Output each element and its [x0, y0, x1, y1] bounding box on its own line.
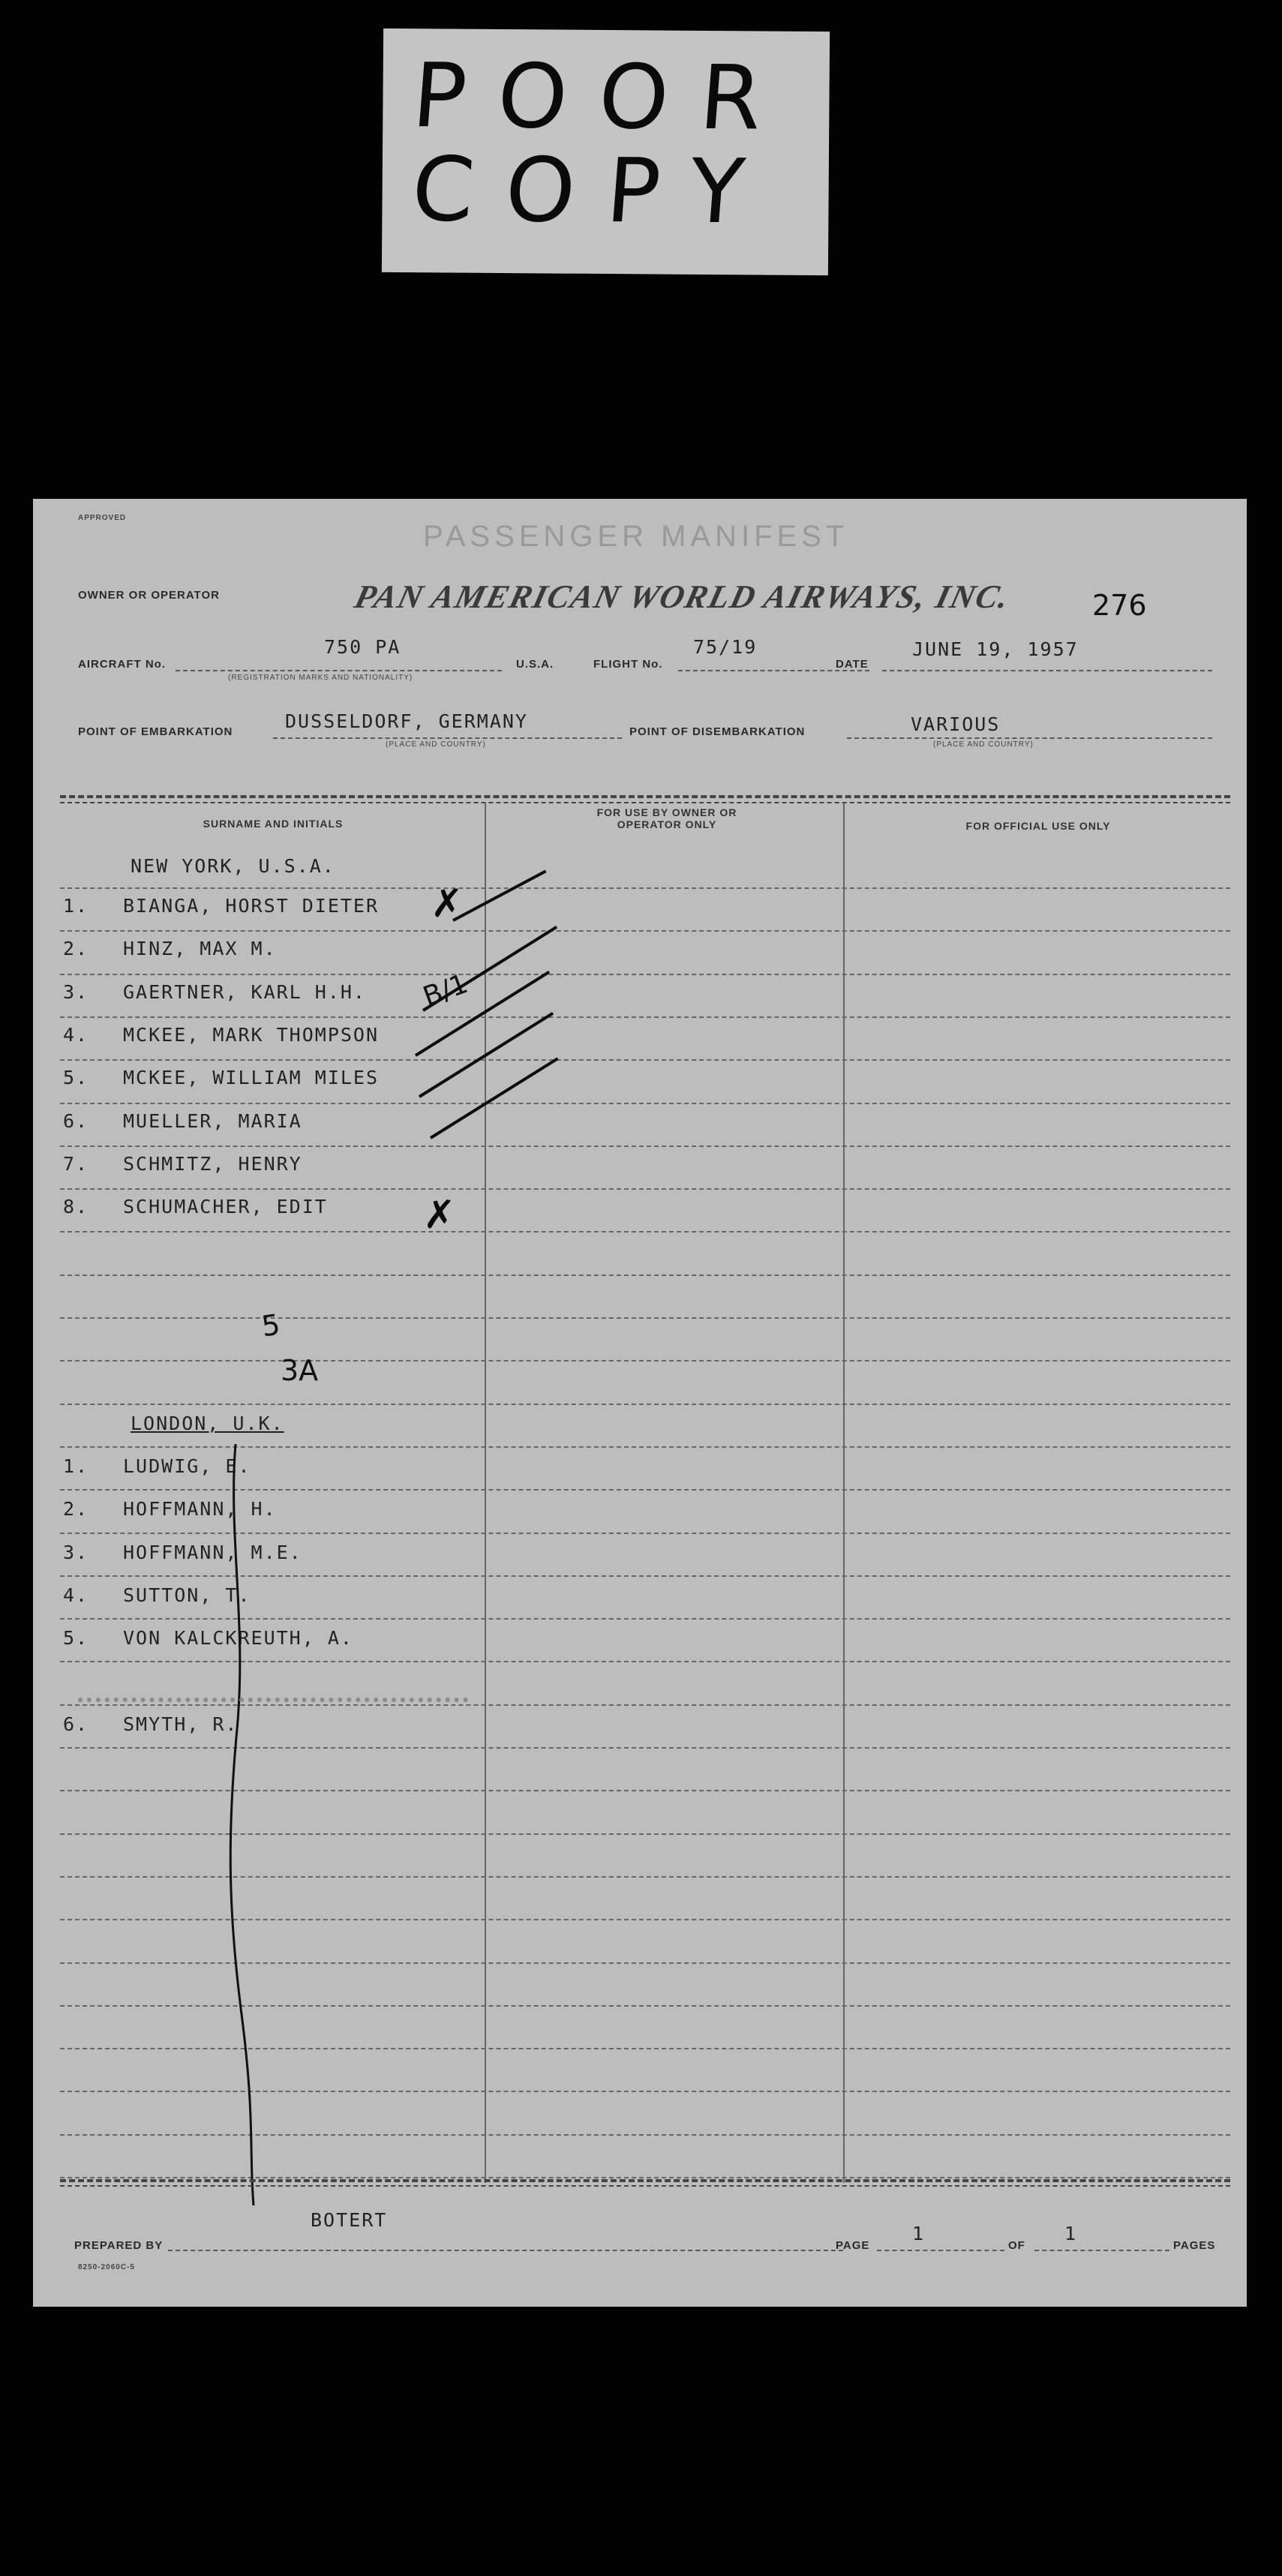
handwritten-initials: B/1: [419, 968, 472, 1013]
column-official-use: FOR OFFICIAL USE ONLY: [965, 820, 1111, 832]
passenger-name: MCKEE, MARK THOMPSON: [123, 1023, 380, 1046]
passenger-name: VON KALCKREUTH, A.: [123, 1627, 353, 1650]
page-label: PAGE: [836, 2239, 870, 2252]
row-rule: [60, 1404, 1230, 1405]
passenger-number: 2.: [63, 938, 89, 960]
column-owner-use: FOR USE BY OWNER OR OPERATOR ONLY: [596, 806, 737, 830]
tick-stroke: [452, 870, 546, 922]
passenger-number: 6.: [63, 1713, 89, 1735]
passenger-name: HOFFMANN, M.E.: [123, 1541, 302, 1563]
passenger-name: HOFFMANN, H.: [123, 1498, 277, 1521]
handwritten-line: [221, 1444, 281, 2209]
poor-copy-line1: POOR: [409, 44, 797, 150]
group-destination-london: LONDON, U.K.: [131, 1413, 284, 1434]
passenger-name: SCHUMACHER, EDIT: [123, 1196, 328, 1218]
passenger-number: 6.: [63, 1109, 89, 1132]
owner-label: OWNER OR OPERATOR: [78, 589, 220, 602]
passenger-name: LUDWIG, E.: [123, 1455, 251, 1477]
flight-value: 75/19: [693, 636, 758, 658]
x-mark-icon: ✗: [431, 881, 464, 926]
document-title: PASSENGER MANIFEST: [423, 520, 849, 553]
row-rule: [60, 1016, 1230, 1018]
place-note-2: (PLACE AND COUNTRY): [933, 740, 1034, 749]
place-note: (PLACE AND COUNTRY): [386, 740, 486, 749]
row-rule: [60, 930, 1230, 932]
row-rule: [60, 974, 1230, 975]
group-destination-newyork: NEW YORK, U.S.A.: [131, 855, 335, 877]
passenger-number: 3.: [63, 980, 89, 1003]
passenger-name: SCHMITZ, HENRY: [123, 1152, 302, 1175]
registration-note: (REGISTRATION MARKS AND NATIONALITY): [228, 674, 413, 682]
embarkation-value: DUSSELDORF, GERMANY: [285, 710, 528, 732]
pages-label: PAGES: [1173, 2239, 1216, 2252]
prepared-by-label: PREPARED BY: [74, 2239, 164, 2252]
row-rule: [60, 887, 1230, 889]
passenger-number: 7.: [63, 1152, 89, 1175]
page-number: 276: [1092, 589, 1147, 622]
passenger-name: MCKEE, WILLIAM MILES: [123, 1067, 380, 1089]
row-rule: [60, 1059, 1230, 1061]
aircraft-label: AIRCRAFT No.: [78, 658, 166, 671]
handwritten-count-1: 5: [260, 1308, 283, 1344]
poor-copy-line2: COPY: [408, 137, 779, 244]
prepared-by-value: BOTERT: [311, 2209, 388, 2231]
row-rule: [60, 1360, 1230, 1362]
tick-stroke: [422, 926, 557, 1012]
row-rule: [60, 1317, 1230, 1319]
pages-value: 1: [1064, 2223, 1078, 2244]
tick-stroke: [430, 1057, 559, 1139]
column-surname: SURNAME AND INITIALS: [203, 818, 344, 830]
passenger-number: 2.: [63, 1498, 89, 1521]
poor-copy-label: [382, 29, 830, 275]
passenger-number: 4.: [63, 1584, 89, 1606]
page-value: 1: [912, 2223, 926, 2244]
row-rule: [60, 1103, 1230, 1104]
passenger-number: 5.: [63, 1627, 89, 1650]
passenger-number: 1.: [63, 1455, 89, 1477]
passenger-number: 8.: [63, 1196, 89, 1218]
date-label: DATE: [836, 658, 869, 671]
usa-label: U.S.A.: [516, 658, 554, 671]
disembarkation-label: POINT OF DISEMBARKATION: [629, 725, 806, 738]
passenger-name: GAERTNER, KARL H.H.: [123, 980, 366, 1003]
x-mark-icon: ✗: [423, 1193, 456, 1238]
passenger-name: MUELLER, MARIA: [123, 1109, 302, 1132]
passenger-name: HINZ, MAX M.: [123, 938, 277, 960]
passenger-name: SUTTON, T.: [123, 1584, 251, 1606]
embarkation-label: POINT OF EMBARKATION: [78, 725, 233, 738]
passenger-number: 1.: [63, 895, 89, 917]
row-rule: [60, 1188, 1230, 1190]
of-label: OF: [1008, 2239, 1025, 2252]
flight-label: FLIGHT No.: [593, 658, 663, 671]
passenger-number: 3.: [63, 1541, 89, 1563]
approved-stamp: APPROVED: [78, 514, 127, 522]
row-rule: [60, 1231, 1230, 1232]
aircraft-value: 750 PA: [324, 636, 401, 658]
form-number: 8250-2060C-5: [78, 2263, 135, 2271]
passenger-name: SMYTH, R.: [123, 1713, 239, 1735]
passenger-name: BIANGA, HORST DIETER: [123, 895, 380, 917]
tick-stroke: [419, 1012, 554, 1098]
struck-out-entry: [78, 1698, 468, 1702]
airline-name: PAN AMERICAN WORLD AIRWAYS, INC.: [350, 578, 1014, 615]
manifest-sheet: [33, 499, 1247, 2307]
passenger-number: 5.: [63, 1067, 89, 1089]
date-value: JUNE 19, 1957: [912, 638, 1079, 660]
row-rule: [60, 1274, 1230, 1276]
handwritten-count-2: 3A: [281, 1354, 319, 1387]
row-rule: [60, 1145, 1230, 1147]
disembarkation-value: VARIOUS: [911, 713, 1001, 735]
passenger-number: 4.: [63, 1023, 89, 1046]
